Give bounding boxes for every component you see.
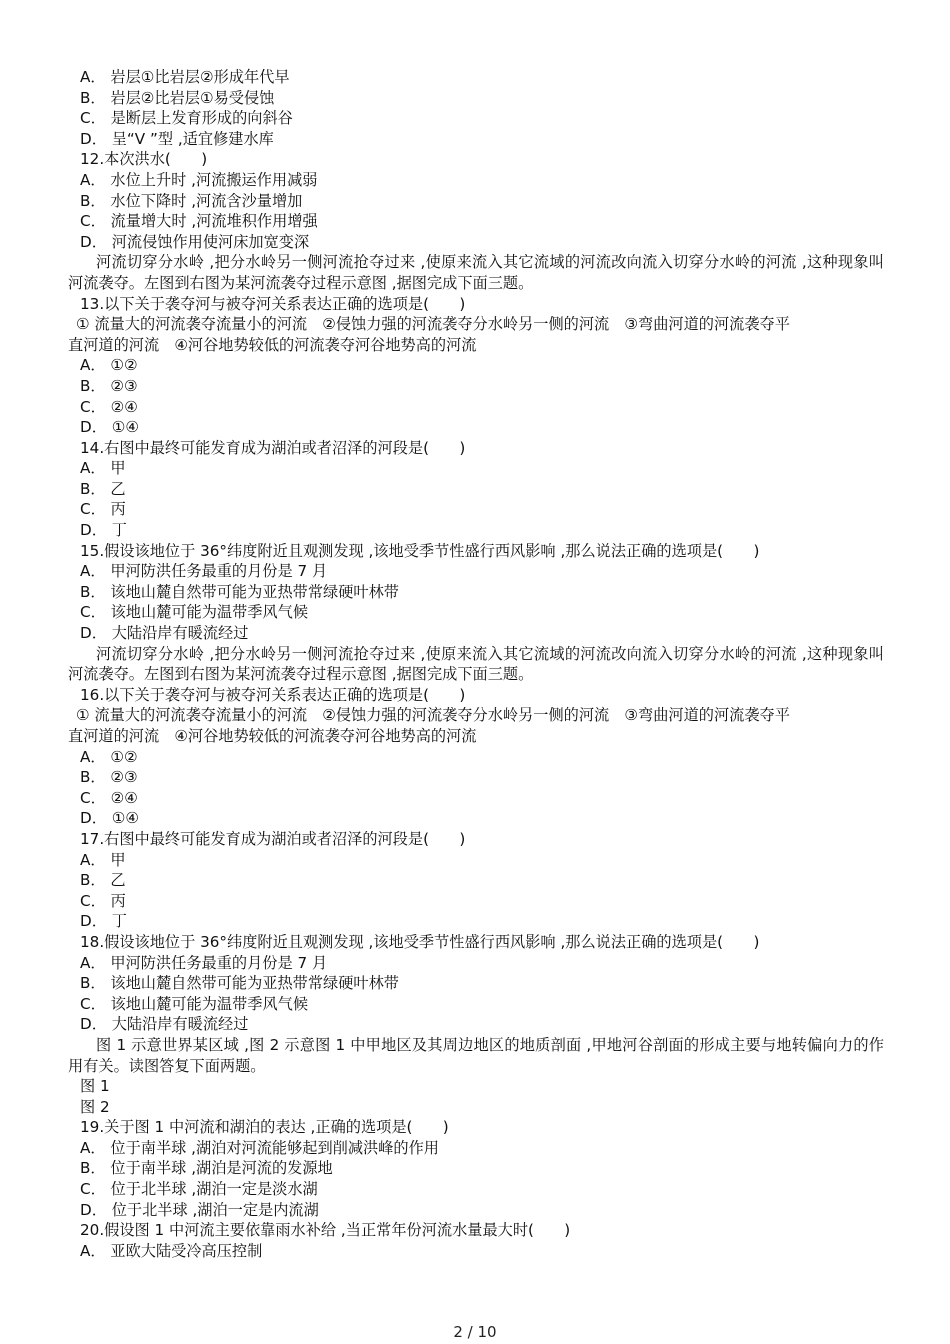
- passage-text: 河流切穿分水岭 ,把分水岭另一侧河流抢夺过来 ,使原来流入其它流域的河流改向流入切穿分水岭的河流 ,这种现象叫河流袭夺。左图到右图为某河流袭夺过程示意图 ,据图完成下面三题。: [68, 644, 884, 684]
- answer-option: B． 岩层②比岩层①易受侵蚀: [80, 88, 275, 107]
- answer-option: A． 亚欧大陆受冷高压控制: [80, 1241, 263, 1260]
- answer-option: 图 2: [80, 1097, 110, 1116]
- answer-option: B． 位于南半球 ,湖泊是河流的发源地: [80, 1159, 333, 1178]
- passage-text: ① 流量大的河流袭夺流量小的河流 ②侵蚀力强的河流袭夺分水岭另一侧的河流 ③弯曲河道的河流袭夺平: [76, 706, 790, 725]
- answer-option: B． 乙: [80, 871, 126, 890]
- answer-option: D． 丁: [80, 521, 127, 540]
- answer-option: A． 位于南半球 ,湖泊对河流能够起到削减洪峰的作用: [80, 1138, 439, 1157]
- answer-option: D． ①④: [80, 418, 139, 437]
- passage-text: ① 流量大的河流袭夺流量小的河流 ②侵蚀力强的河流袭夺分水岭另一侧的河流 ③弯曲河道的河流袭夺平: [76, 315, 790, 334]
- passage-text: 直河道的河流 ④河谷地势较低的河流袭夺河谷地势高的河流: [68, 335, 477, 354]
- question-stem: 16.以下关于袭夺河与被夺河关系表达正确的选项是( ): [80, 685, 466, 704]
- answer-option: A． 岩层①比岩层②形成年代早: [80, 68, 290, 86]
- answer-option: B． ②③: [80, 376, 138, 395]
- answer-option: A． 甲: [80, 850, 126, 869]
- answer-option: D． 大陆沿岸有暖流经过: [80, 1015, 249, 1034]
- answer-option: A． 甲河防洪任务最重的月份是 7 月: [80, 953, 328, 972]
- answer-option: B． 水位下降时 ,河流含沙量增加: [80, 191, 303, 210]
- answer-option: D． 大陆沿岸有暖流经过: [80, 624, 249, 643]
- document-body: [68, 67, 884, 1261]
- answer-option: A． ①②: [80, 747, 138, 766]
- question-stem: 17.右图中最终可能发育成为湖泊或者沼泽的河段是( ): [80, 829, 466, 848]
- answer-option: C． 是断层上发育形成的向斜谷: [80, 109, 293, 128]
- answer-option: C． 该地山麓可能为温带季风气候: [80, 603, 309, 622]
- question-stem: 14.右图中最终可能发育成为湖泊或者沼泽的河段是( ): [80, 438, 466, 457]
- passage-text: 河流切穿分水岭 ,把分水岭另一侧河流抢夺过来 ,使原来流入其它流域的河流改向流入切穿分水岭的河流 ,这种现象叫河流袭夺。左图到右图为某河流袭夺过程示意图 ,据图完成下面三题。: [68, 253, 884, 292]
- question-stem: 13.以下关于袭夺河与被夺河关系表达正确的选项是( ): [80, 294, 466, 313]
- answer-option: C． ②④: [80, 397, 138, 416]
- answer-option: C． 位于北半球 ,湖泊一定是淡水湖: [80, 1180, 318, 1199]
- passage-text: 图 1 示意世界某区域 ,图 2 示意图 1 中甲地区及其周边地区的地质剖面 ,甲地河谷剖面的形成主要与地转偏向力的作用有关。读图答复下面两题。: [68, 1035, 884, 1075]
- question-stem: 20.假设图 1 中河流主要依靠雨水补给 ,当正常年份河流水量最大时( ): [80, 1221, 571, 1240]
- answer-option: A． 水位上升时 ,河流搬运作用减弱: [80, 170, 318, 189]
- answer-option: D． 丁: [80, 912, 127, 931]
- answer-option: 图 1: [80, 1077, 110, 1096]
- question-stem: 12.本次洪水( ): [80, 150, 208, 169]
- answer-option: C． 该地山麓可能为温带季风气候: [80, 994, 309, 1013]
- answer-option: D． 位于北半球 ,湖泊一定是内流湖: [80, 1200, 319, 1219]
- answer-option: D． 河流侵蚀作用使河床加宽变深: [80, 232, 310, 251]
- answer-option: A． 甲河防洪任务最重的月份是 7 月: [80, 562, 328, 581]
- answer-option: A． ①②: [80, 356, 138, 375]
- answer-option: B． 该地山麓自然带可能为亚热带常绿硬叶林带: [80, 582, 399, 601]
- answer-option: D． 呈“V ”型 ,适宜修建水库: [80, 129, 274, 148]
- answer-option: C． 丙: [80, 891, 126, 910]
- answer-option: C． 流量增大时 ,河流堆积作用增强: [80, 212, 318, 231]
- passage-text: 直河道的河流 ④河谷地势较低的河流袭夺河谷地势高的河流: [68, 727, 477, 745]
- answer-option: C． 丙: [80, 500, 126, 519]
- answer-option: D． ①④: [80, 809, 139, 828]
- answer-option: A． 甲: [80, 459, 126, 478]
- answer-option: C． ②④: [80, 788, 138, 807]
- answer-option: B． 乙: [80, 479, 126, 498]
- question-stem: 15.假设该地位于 36°纬度附近且观测发现 ,该地受季节性盛行西风影响 ,那么说法正确的选项是( ): [80, 541, 760, 560]
- question-stem: 19.关于图 1 中河流和湖泊的表达 ,正确的选项是( ): [80, 1118, 449, 1137]
- answer-option: B． 该地山麓自然带可能为亚热带常绿硬叶林带: [80, 974, 399, 993]
- page-number: 2 / 10: [453, 1323, 497, 1341]
- question-stem: 18.假设该地位于 36°纬度附近且观测发现 ,该地受季节性盛行西风影响 ,那么说法正确的选项是( ): [80, 932, 760, 951]
- answer-option: B． ②③: [80, 768, 138, 787]
